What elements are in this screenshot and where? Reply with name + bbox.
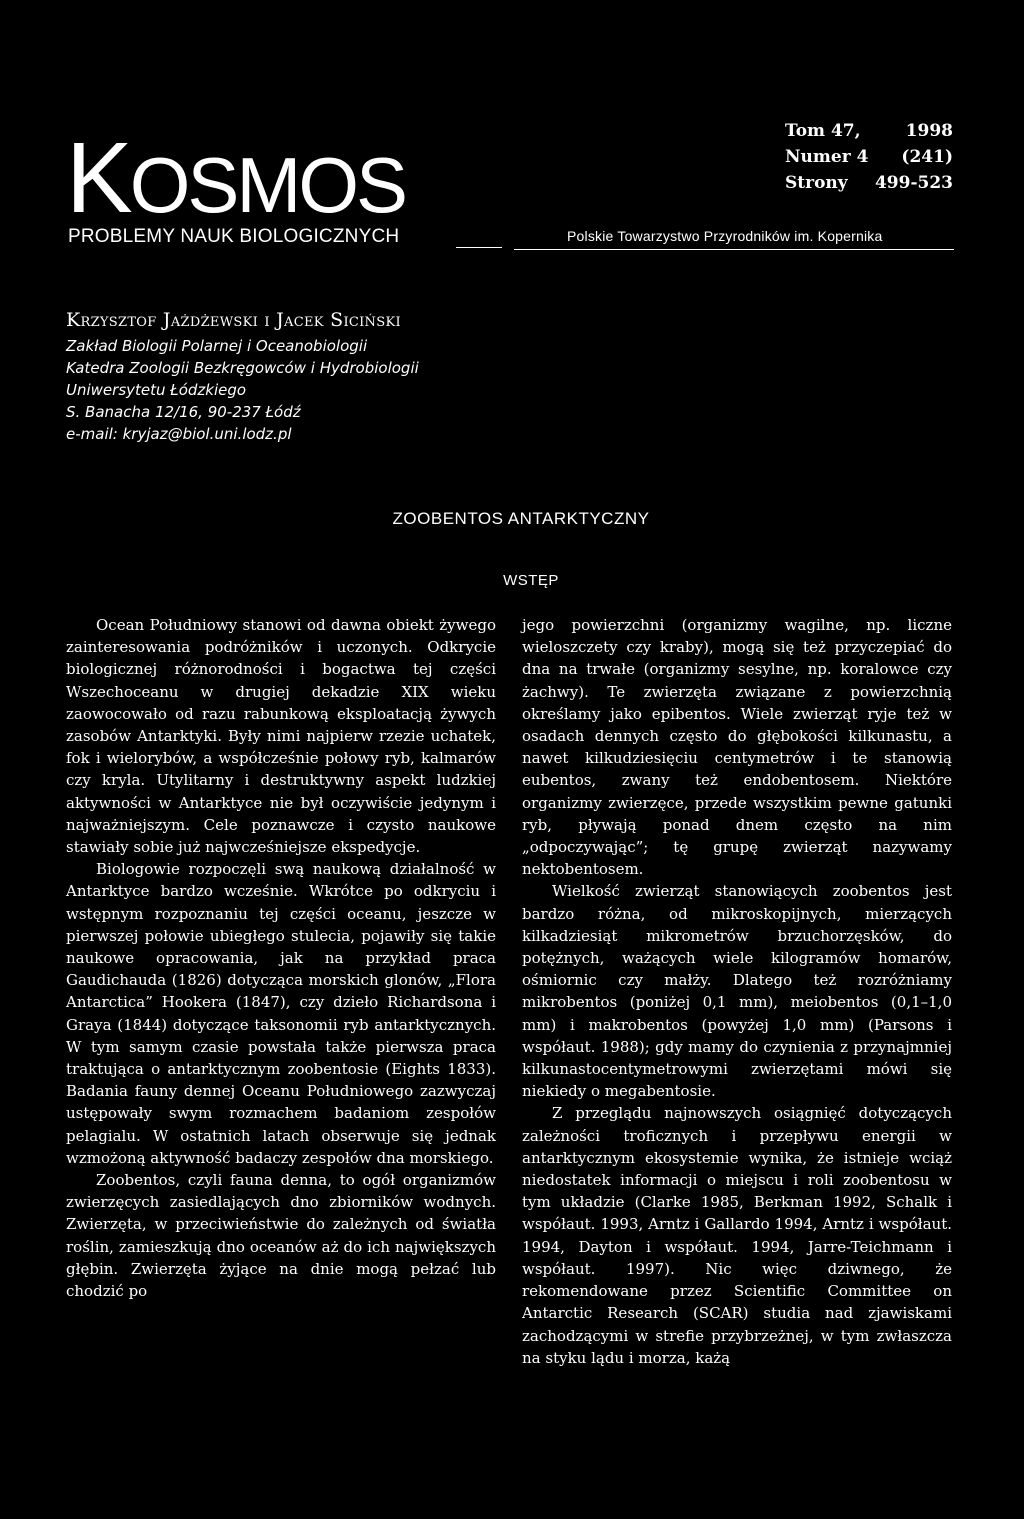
header-rule-right bbox=[514, 249, 954, 250]
body-column-left bbox=[66, 614, 496, 1302]
paragraph: Zoobentos, czyli fauna denna, to ogół organizmów zwierzęcych zasiedlających dno zbiorników wodnych. Zwierzęta, w przeciwieństwie do zależnych od światła roślin, zamieszkują dno oceanów aż do ich największych głębin. Zwierzęta żyjące na dnie mogą pełzać lub chodzić po bbox=[66, 1171, 496, 1301]
paragraph: Biologowie rozpoczęli swą naukową działalność w Antarktyce bardzo wcześnie. Wkrótce po odkryciu i wstępnym rozpoznaniu tej części oceanu, jeszcze w pierwszej połowie ubiegłego stulecia, pojawiły się takie naukowe opracowania, jak na przykład praca Gaudichauda (1826) dotycząca morskich glonów, „Flora Antarctica” Hookera (1847), czy dzieło Richardsona i Graya (1844) dotyczące taksonomii ryb antarktycznych. W tym samym czasie powstała także pierwsza praca traktująca o antarktycznym zoobentosie (Eights 1833). Badania fauny dennej Oceanu Południowego zazwyczaj ustępowały swym rozmachem badaniom zespołów pelagialu. W ostatnich latach obserwuje się jednak wzmożoną aktywność badaczy zespołów dna morskiego. bbox=[66, 860, 496, 1167]
authors-text: Krzysztof Jażdżewski i Jacek Siciński bbox=[66, 309, 401, 331]
affiliation-line: S. Banacha 12/16, 90-237 Łódź bbox=[66, 403, 301, 421]
pages-value: 499-523 bbox=[874, 173, 953, 193]
issue-info bbox=[785, 118, 953, 196]
number-label: Numer 4 bbox=[785, 147, 869, 167]
number-row bbox=[785, 144, 953, 170]
journal-subtitle: PROBLEMY NAUK BIOLOGICZNYCH bbox=[68, 226, 400, 247]
number-value: (241) bbox=[901, 147, 953, 167]
authors bbox=[66, 309, 401, 331]
pages-row bbox=[785, 170, 953, 196]
body-column-right bbox=[522, 614, 952, 1369]
section-heading: WSTĘP bbox=[503, 572, 559, 589]
journal-logo-rest: OSMOS bbox=[129, 141, 406, 229]
society-name: Polskie Towarzystwo Przyrodników im. Kopernika bbox=[567, 228, 883, 244]
paragraph: Wielkość zwierząt stanowiących zoobentos jest bardzo różna, od mikroskopijnych, mierzących kilkadziesiąt mikrometrów brzuchorzęsków, do potężnych, ważących wiele kilogramów homarów, ośmiornic czy małży. Dlatego też rozróżniamy mikrobentos (poniżej 0,1 mm), meiobentos (0,1–1,0 mm) i makrobentos (powyżej 1,0 mm) (Parsons i współaut. 1988); gdy mamy do czynienia z przynajmniej kilkunastocentymetrowymi zwierzętami mówi się niekiedy o megabentosie. bbox=[522, 882, 952, 1101]
volume-year: 1998 bbox=[905, 121, 953, 141]
email-line: e-mail: kryjaz@biol.uni.lodz.pl bbox=[66, 425, 292, 443]
pages-label: Strony bbox=[785, 173, 848, 193]
journal-logo bbox=[66, 122, 406, 235]
volume-row bbox=[785, 118, 953, 144]
affiliation-line: Zakład Biologii Polarnej i Oceanobiologii bbox=[66, 337, 368, 355]
volume-label: Tom 47, bbox=[785, 121, 861, 141]
paragraph: jego powierzchni (organizmy wagilne, np. liczne wieloszczety czy kraby), mogą się też przyczepiać do dna na trwałe (organizmy sesylne, np. koralowce czy żachwy). Te zwierzęta związane z powierzchnią określamy jako epibentos. Wiele zwierząt ryje też w osadach dennych często do głębokości kilkunastu, a nawet kilkudziesięciu centymetrów i te stanowią eubentos, zwany też endobentosem. Niektóre organizmy zwierzęce, przede wszystkim pewne gatunki ryb, pływają ponad dnem często na nim „odpoczywając”; tę grupę zwierząt nazywamy nektobentosem. bbox=[522, 616, 952, 879]
paragraph: Z przeglądu najnowszych osiągnięć dotyczących zależności troficznych i przepływu energii w antarktycznym ekosystemie wynika, że istnieje wciąż niedostatek informacji o miejscu i roli zoobentosu w tym układzie (Clarke 1985, Berkman 1992, Schalk i współaut. 1993, Arntz i Gallardo 1994, Arntz i współaut. 1994, Dayton i współaut. 1994, Jarre-Teichmann i współaut. 1997). Nic więc dziwnego, że rekomendowane przez Scientific Committee on Antarctic Research (SCAR) studia nad zjawiskami zachodzącymi w strefie przybrzeżnej, w tym zwłaszcza na styku lądu i morza, każą bbox=[522, 1104, 952, 1367]
affiliation bbox=[66, 335, 419, 445]
paragraph: Ocean Południowy stanowi od dawna obiekt żywego zainteresowania podróżników i uczonych. Odkrycie biologicznej różnorodności i bogactwa tej części Wszechoceanu w drugiej dekadzie XIX wieku zaowocowało od razu rabunkową eksploatacją żywych zasobów Antarktyki. Były nimi najpierw rzezie uchatek, fok i wielorybów, a współcześnie połowy ryb, kalmarów czy kryla. Utylitarny i destruktywny aspekt ludzkiej aktywności w Antarktyce nie był oczywiście jedynym i najważniejszym. Cele poznawcze i czysto naukowe stawiały sobie już najwcześniejsze ekspedycje. bbox=[66, 616, 496, 857]
header-rule-left bbox=[456, 247, 502, 248]
article-title: ZOOBENTOS ANTARKTYCZNY bbox=[392, 509, 650, 528]
affiliation-line: Uniwersytetu Łódzkiego bbox=[66, 381, 247, 399]
journal-logo-initial: K bbox=[66, 122, 130, 234]
affiliation-line: Katedra Zoologii Bezkręgowców i Hydrobiologii bbox=[66, 359, 419, 377]
